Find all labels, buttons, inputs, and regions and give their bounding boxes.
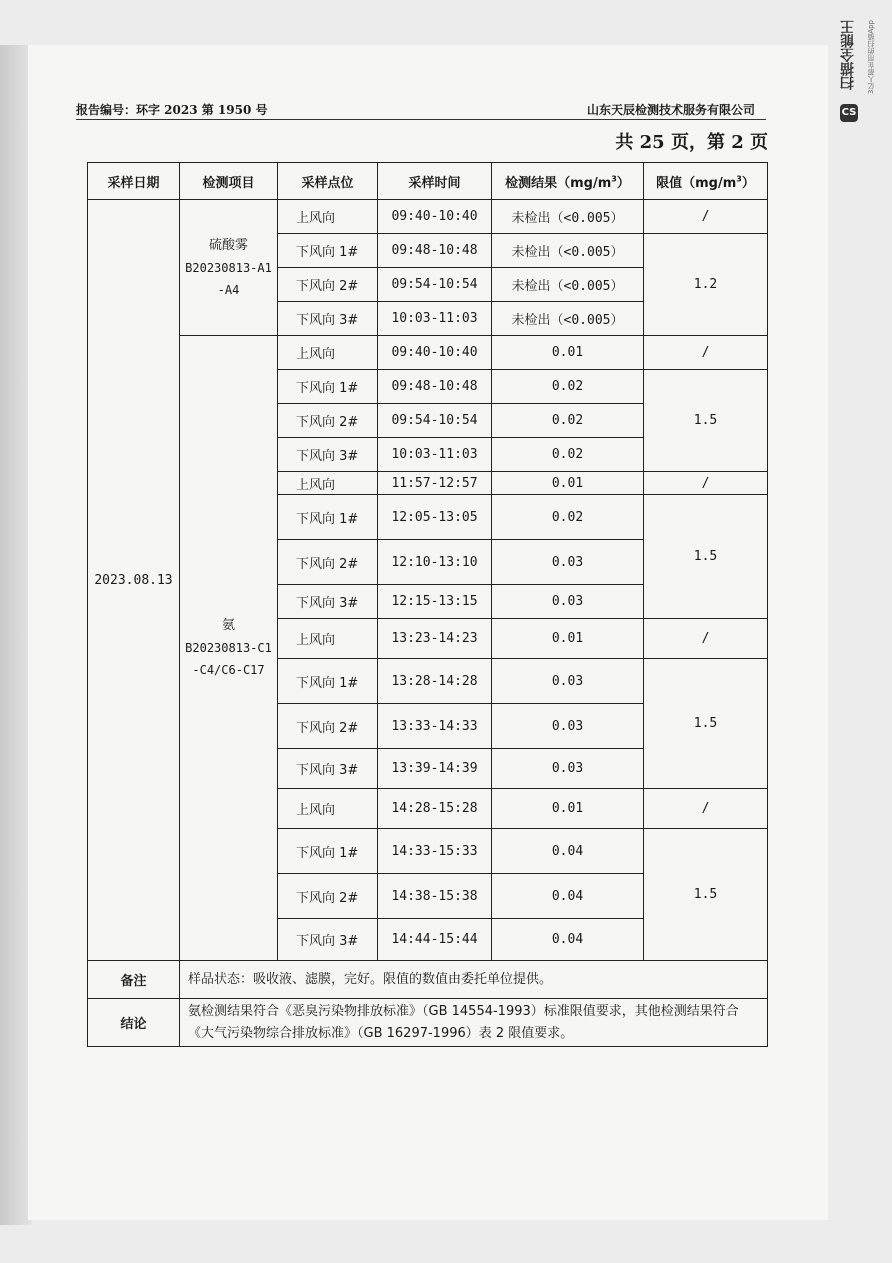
table-row: 氨 B20230813-C1-C4/C6-C17 上风向 09:40-10:40 0.01 /	[88, 336, 768, 370]
table-row: 下风向 2# 13:33-14:33 0.03	[88, 704, 768, 749]
header-result: 检测结果$(mg/m^3)$	[492, 163, 644, 200]
table-row: 下风向 1# 09:48-10:48 未检出（<0.005） 1.2	[88, 234, 768, 268]
table-row: 下风向 3# 14:44-15:44 0.04	[88, 919, 768, 961]
remark-text: 样品状态：吸收液、滤膜，完好。限值的数值由委托单位提供。	[180, 961, 768, 999]
conclusion-label: 结论	[88, 999, 180, 1047]
watermark-title: 扫描全能王	[840, 20, 856, 90]
report-number: 报告编号：环字 2023 第 1950 号	[76, 103, 268, 117]
item-ammonia: 氨 B20230813-C1-C4/C6-C17	[180, 336, 278, 961]
table-row: 下风向 2# 09:54-10:54 0.02	[88, 404, 768, 438]
header-divider	[76, 119, 766, 120]
results-table	[87, 162, 768, 1047]
table-row: 下风向 1# 12:05-13:05 0.02 1.5	[88, 495, 768, 540]
scanner-watermark	[836, 12, 886, 132]
header-date: 采样日期	[88, 163, 180, 200]
remark-row	[88, 961, 768, 999]
page-count: 共 25 页，第 2 页	[615, 132, 768, 153]
company-name: 山东天辰检测技术服务有限公司	[586, 103, 755, 117]
header-item: 检测项目	[180, 163, 278, 200]
table-row: 上风向 11:57-12:57 0.01 /	[88, 472, 768, 495]
table-row: 下风向 2# 14:38-15:38 0.04	[88, 874, 768, 919]
table-row: 下风向 2# 12:10-13:10 0.03	[88, 540, 768, 585]
table-row: 下风向 1# 09:48-10:48 0.02 1.5	[88, 370, 768, 404]
table-row: 下风向 2# 09:54-10:54 未检出（<0.005）	[88, 268, 768, 302]
table-row: 下风向 3# 13:39-14:39 0.03	[88, 749, 768, 789]
conclusion-text: 氨检测结果符合《恶臭污染物排放标准》（GB 14554-1993）标准限值要求，其他检测结果符合《大气污染物综合排放标准》（GB 16297-1996）表 2 限值要求。	[180, 999, 768, 1047]
camscanner-logo-icon: CS	[840, 104, 858, 122]
header-limit: 限值$(mg/m^3)$	[644, 163, 768, 200]
table-row: 下风向 3# 10:03-11:03 未检出（<0.005）	[88, 302, 768, 336]
table-row: 上风向 14:28-15:28 0.01 /	[88, 789, 768, 829]
header-location: 采样点位	[278, 163, 378, 200]
watermark-subtitle: 3亿人都在用的扫描App	[867, 20, 875, 95]
table-row: 下风向 1# 14:33-15:33 0.04 1.5	[88, 829, 768, 874]
remark-label: 备注	[88, 961, 180, 999]
conclusion-row	[88, 999, 768, 1047]
table-row: 下风向 3# 12:15-13:15 0.03	[88, 585, 768, 619]
table-row: 2023.08.13 硫酸雾 B20230813-A1-A4 上风向 09:40-10:40 未检出（<0.005） /	[88, 200, 768, 234]
table-row: 上风向 13:23-14:23 0.01 /	[88, 619, 768, 659]
table-row: 下风向 1# 13:28-14:28 0.03 1.5	[88, 659, 768, 704]
header-time: 采样时间	[378, 163, 492, 200]
item-sulfuric-acid: 硫酸雾 B20230813-A1-A4	[180, 200, 278, 336]
table-row: 下风向 3# 10:03-11:03 0.02	[88, 438, 768, 472]
sampling-date: 2023.08.13	[88, 200, 180, 961]
table-header-row	[88, 163, 768, 200]
